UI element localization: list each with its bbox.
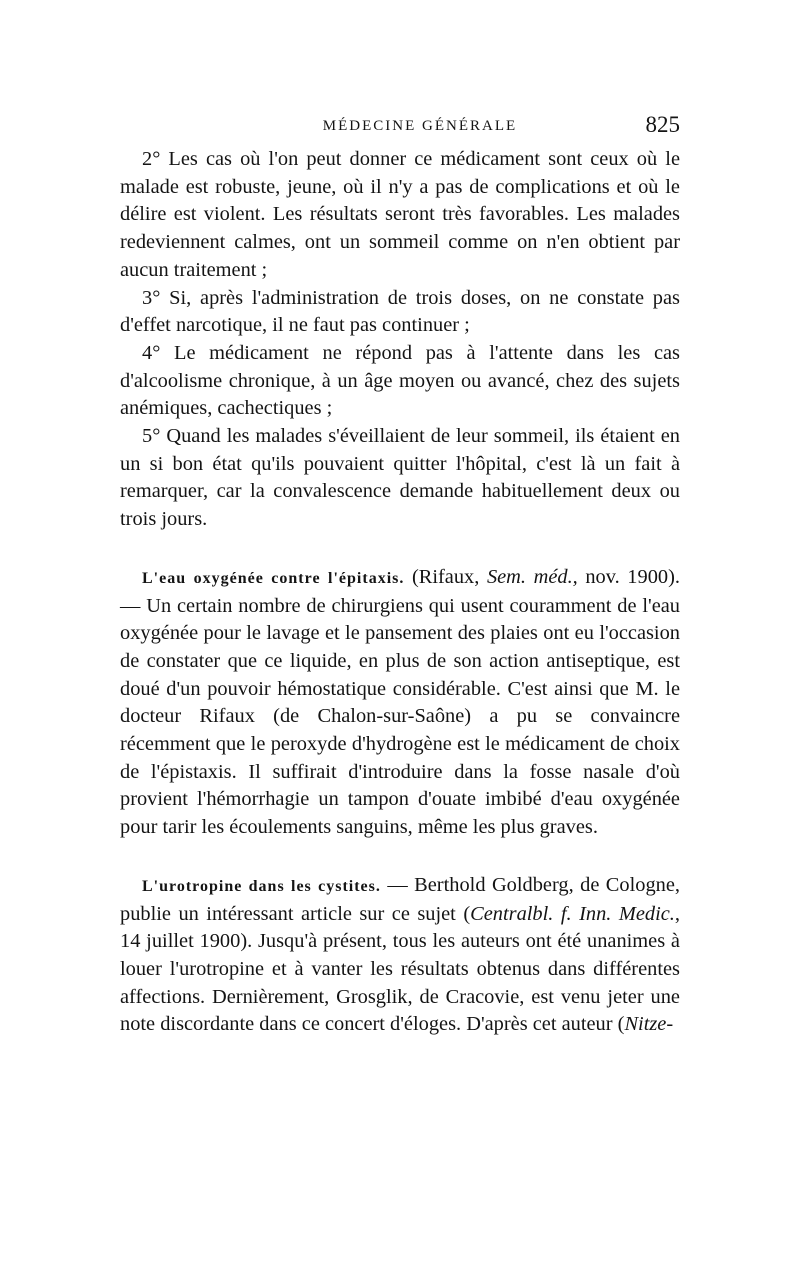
page-number: 825 xyxy=(645,112,680,137)
running-title: MÉDECINE GÉNÉRALE xyxy=(322,118,518,134)
article-source-date: nov. 1900). xyxy=(577,565,680,588)
intro-section xyxy=(120,146,680,534)
article-source: (Rifaux, xyxy=(404,565,487,588)
paragraph-item-3: 3° Si, après l'administration de trois doses, on ne constate pas d'effet narcotique, il ne faut pas continuer ; xyxy=(120,286,680,337)
article-eau-oxygenee xyxy=(120,564,680,842)
book-page xyxy=(120,112,680,1039)
article-body-start: — Berthold Goldberg, de Cologne, publie un intéressant article sur ce sujet ( xyxy=(120,873,680,925)
article-heading: L'eau oxygénée contre l'épitaxis. xyxy=(142,569,405,587)
article-urotropine xyxy=(120,872,680,1039)
article-body: — Un certain nombre de chirurgiens qui usent couramment de l'eau oxygénée pour le lavage et le pansement des plaies ont eu l'occasion de constater que ce liquide, en plus de son action antiseptique, est doué d'un pouvoir hémostatique considérable. C'est ainsi que M. le docteur Rifaux (de Chalon-sur-Saône) a pu se convaincre récemment que le peroxyde d'hydrogène est le médicament de choix de l'épistaxis. Il suffirait d'introduire dans la fosse nasale d'où provient l'hémorrhagie un tampon d'ouate imbibé d'eau oxygénée pour tarir les écoulements sanguins, même les plus graves. xyxy=(120,594,680,839)
article-heading: L'urotropine dans les cystites. xyxy=(142,877,381,895)
paragraph-item-5: 5° Quand les malades s'éveillaient de leur sommeil, ils étaient en un si bon état qu'ils pouvaient quitter l'hôpital, c'est là un fait à remarquer, car la convalescence demande habituellement deux ou trois jours. xyxy=(120,425,680,531)
article-body-mid: , 14 juillet 1900). Jusqu'à présent, tous les auteurs ont été unanimes à louer l'urotropine et à vanter les résultats obtenus dans différentes affections. Dernièrement, Grosglik, de Cracovie, est venu jeter une note discordante dans ce concert d'éloges. D'après cet auteur ( xyxy=(120,902,680,1036)
paragraph-item-2: 2° Les cas où l'on peut donner ce médicament sont ceux où le malade est robuste, jeune, où il n'y a pas de complications et où le délire est violent. Les résultats seront très favorables. Les malades redeviennent calmes, ont un sommeil comme on n'en obtient par aucun traitement ; xyxy=(120,148,680,281)
paragraph-item-4: 4° Le médicament ne répond pas à l'attente dans les cas d'alcoolisme chronique, à un âge moyen ou avancé, chez des sujets anémiques, cachectiques ; xyxy=(120,341,680,420)
running-header xyxy=(120,112,680,140)
article-source-journal: Sem. méd., xyxy=(486,565,578,588)
article-journal: Centralbl. f. Inn. Medic. xyxy=(470,902,675,925)
article-trailing-italic: Nitze- xyxy=(624,1013,674,1036)
